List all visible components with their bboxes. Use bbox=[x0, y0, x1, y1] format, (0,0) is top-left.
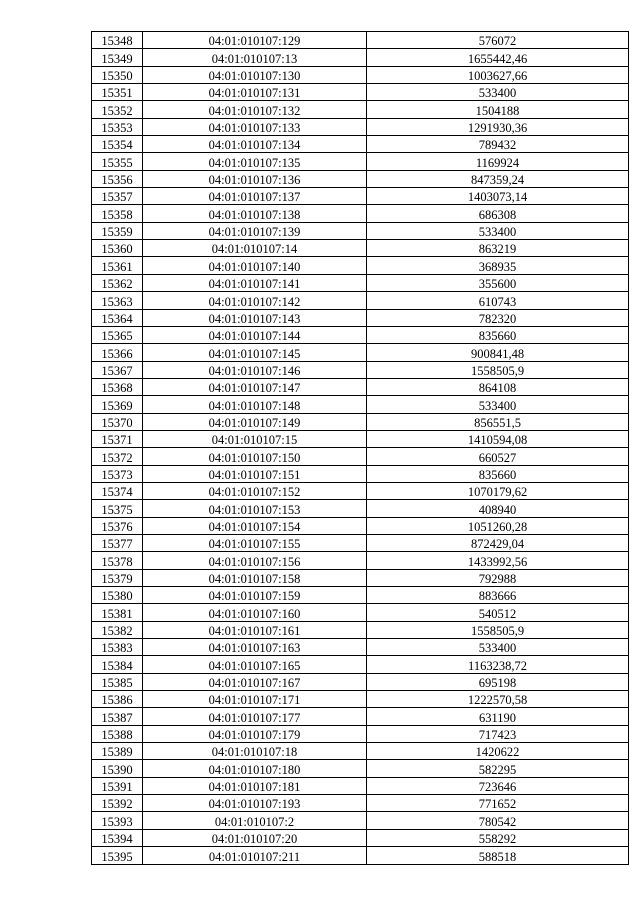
cadastral-number-cell: 04:01:010107:132 bbox=[143, 101, 367, 118]
cadastral-number-cell: 04:01:010107:193 bbox=[143, 795, 367, 812]
table-row bbox=[92, 465, 629, 482]
cadastral-value-cell: 856551,5 bbox=[367, 413, 629, 430]
row-number-cell: 15369 bbox=[92, 396, 143, 413]
row-number-cell: 15376 bbox=[92, 517, 143, 534]
row-number-cell: 15381 bbox=[92, 604, 143, 621]
row-number-cell: 15368 bbox=[92, 378, 143, 395]
cadastral-number-cell: 04:01:010107:181 bbox=[143, 777, 367, 794]
cadastral-number-cell: 04:01:010107:137 bbox=[143, 188, 367, 205]
cadastral-value-cell: 686308 bbox=[367, 205, 629, 222]
row-number-cell: 15388 bbox=[92, 725, 143, 742]
cadastral-value-cell: 1420622 bbox=[367, 743, 629, 760]
table-row bbox=[92, 361, 629, 378]
row-number-cell: 15389 bbox=[92, 743, 143, 760]
cadastral-value-cell: 588518 bbox=[367, 847, 629, 864]
row-number-cell: 15361 bbox=[92, 257, 143, 274]
cadastral-value-table bbox=[91, 31, 629, 865]
cadastral-number-cell: 04:01:010107:152 bbox=[143, 482, 367, 499]
table-row bbox=[92, 673, 629, 690]
cadastral-value-cell: 533400 bbox=[367, 222, 629, 239]
cadastral-value-cell: 1433992,56 bbox=[367, 552, 629, 569]
cadastral-value-cell: 576072 bbox=[367, 32, 629, 49]
cadastral-number-cell: 04:01:010107:153 bbox=[143, 500, 367, 517]
row-number-cell: 15358 bbox=[92, 205, 143, 222]
cadastral-number-cell: 04:01:010107:161 bbox=[143, 621, 367, 638]
cadastral-number-cell: 04:01:010107:133 bbox=[143, 118, 367, 135]
row-number-cell: 15392 bbox=[92, 795, 143, 812]
cadastral-number-cell: 04:01:010107:158 bbox=[143, 569, 367, 586]
table-row bbox=[92, 500, 629, 517]
cadastral-number-cell: 04:01:010107:146 bbox=[143, 361, 367, 378]
cadastral-value-cell: 582295 bbox=[367, 760, 629, 777]
cadastral-value-cell: 533400 bbox=[367, 84, 629, 101]
table-row bbox=[92, 66, 629, 83]
cadastral-number-cell: 04:01:010107:134 bbox=[143, 136, 367, 153]
cadastral-number-cell: 04:01:010107:141 bbox=[143, 274, 367, 291]
row-number-cell: 15377 bbox=[92, 534, 143, 551]
cadastral-value-cell: 782320 bbox=[367, 309, 629, 326]
row-number-cell: 15374 bbox=[92, 482, 143, 499]
cadastral-value-cell: 864108 bbox=[367, 378, 629, 395]
cadastral-value-cell: 835660 bbox=[367, 326, 629, 343]
table-row bbox=[92, 118, 629, 135]
row-number-cell: 15373 bbox=[92, 465, 143, 482]
table-row bbox=[92, 777, 629, 794]
cadastral-number-cell: 04:01:010107:159 bbox=[143, 587, 367, 604]
table-row bbox=[92, 430, 629, 447]
cadastral-value-cell: 900841,48 bbox=[367, 344, 629, 361]
row-number-cell: 15390 bbox=[92, 760, 143, 777]
table-row bbox=[92, 32, 629, 49]
cadastral-value-cell: 717423 bbox=[367, 725, 629, 742]
cadastral-value-cell: 610743 bbox=[367, 292, 629, 309]
cadastral-number-cell: 04:01:010107:20 bbox=[143, 829, 367, 846]
cadastral-number-cell: 04:01:010107:160 bbox=[143, 604, 367, 621]
cadastral-number-cell: 04:01:010107:167 bbox=[143, 673, 367, 690]
table-row bbox=[92, 413, 629, 430]
cadastral-value-cell: 695198 bbox=[367, 673, 629, 690]
cadastral-value-cell: 835660 bbox=[367, 465, 629, 482]
row-number-cell: 15378 bbox=[92, 552, 143, 569]
cadastral-number-cell: 04:01:010107:13 bbox=[143, 49, 367, 66]
cadastral-number-cell: 04:01:010107:136 bbox=[143, 170, 367, 187]
row-number-cell: 15352 bbox=[92, 101, 143, 118]
cadastral-number-cell: 04:01:010107:2 bbox=[143, 812, 367, 829]
cadastral-value-cell: 872429,04 bbox=[367, 534, 629, 551]
row-number-cell: 15385 bbox=[92, 673, 143, 690]
cadastral-number-cell: 04:01:010107:139 bbox=[143, 222, 367, 239]
row-number-cell: 15371 bbox=[92, 430, 143, 447]
cadastral-number-cell: 04:01:010107:149 bbox=[143, 413, 367, 430]
cadastral-number-cell: 04:01:010107:147 bbox=[143, 378, 367, 395]
cadastral-number-cell: 04:01:010107:130 bbox=[143, 66, 367, 83]
cadastral-value-cell: 1163238,72 bbox=[367, 656, 629, 673]
table-row bbox=[92, 257, 629, 274]
table-row bbox=[92, 552, 629, 569]
row-number-cell: 15365 bbox=[92, 326, 143, 343]
cadastral-value-cell: 1655442,46 bbox=[367, 49, 629, 66]
table-row bbox=[92, 847, 629, 864]
table-row bbox=[92, 621, 629, 638]
cadastral-value-cell: 1291930,36 bbox=[367, 118, 629, 135]
cadastral-number-cell: 04:01:010107:15 bbox=[143, 430, 367, 447]
table-row bbox=[92, 49, 629, 66]
cadastral-value-cell: 723646 bbox=[367, 777, 629, 794]
table-row bbox=[92, 725, 629, 742]
cadastral-value-cell: 780542 bbox=[367, 812, 629, 829]
table-row bbox=[92, 344, 629, 361]
table-row bbox=[92, 274, 629, 291]
cadastral-value-cell: 771652 bbox=[367, 795, 629, 812]
row-number-cell: 15384 bbox=[92, 656, 143, 673]
row-number-cell: 15386 bbox=[92, 691, 143, 708]
cadastral-value-cell: 789432 bbox=[367, 136, 629, 153]
cadastral-value-cell: 1003627,66 bbox=[367, 66, 629, 83]
cadastral-number-cell: 04:01:010107:14 bbox=[143, 240, 367, 257]
row-number-cell: 15349 bbox=[92, 49, 143, 66]
cadastral-value-cell: 847359,24 bbox=[367, 170, 629, 187]
table-row bbox=[92, 639, 629, 656]
cadastral-number-cell: 04:01:010107:154 bbox=[143, 517, 367, 534]
row-number-cell: 15375 bbox=[92, 500, 143, 517]
table-row bbox=[92, 534, 629, 551]
row-number-cell: 15363 bbox=[92, 292, 143, 309]
row-number-cell: 15366 bbox=[92, 344, 143, 361]
row-number-cell: 15362 bbox=[92, 274, 143, 291]
row-number-cell: 15351 bbox=[92, 84, 143, 101]
cadastral-value-cell: 540512 bbox=[367, 604, 629, 621]
cadastral-number-cell: 04:01:010107:142 bbox=[143, 292, 367, 309]
cadastral-number-cell: 04:01:010107:177 bbox=[143, 708, 367, 725]
table-row bbox=[92, 292, 629, 309]
row-number-cell: 15382 bbox=[92, 621, 143, 638]
cadastral-number-cell: 04:01:010107:211 bbox=[143, 847, 367, 864]
table-row bbox=[92, 517, 629, 534]
cadastral-number-cell: 04:01:010107:156 bbox=[143, 552, 367, 569]
table-row bbox=[92, 101, 629, 118]
cadastral-number-cell: 04:01:010107:145 bbox=[143, 344, 367, 361]
cadastral-value-cell: 631190 bbox=[367, 708, 629, 725]
row-number-cell: 15383 bbox=[92, 639, 143, 656]
cadastral-value-cell: 1222570,58 bbox=[367, 691, 629, 708]
cadastral-number-cell: 04:01:010107:131 bbox=[143, 84, 367, 101]
table-row bbox=[92, 760, 629, 777]
table-row bbox=[92, 222, 629, 239]
cadastral-number-cell: 04:01:010107:140 bbox=[143, 257, 367, 274]
row-number-cell: 15391 bbox=[92, 777, 143, 794]
cadastral-value-cell: 792988 bbox=[367, 569, 629, 586]
cadastral-value-cell: 863219 bbox=[367, 240, 629, 257]
cadastral-number-cell: 04:01:010107:143 bbox=[143, 309, 367, 326]
row-number-cell: 15355 bbox=[92, 153, 143, 170]
cadastral-number-cell: 04:01:010107:151 bbox=[143, 465, 367, 482]
cadastral-value-cell: 1070179,62 bbox=[367, 482, 629, 499]
cadastral-value-cell: 1410594,08 bbox=[367, 430, 629, 447]
table-row bbox=[92, 743, 629, 760]
row-number-cell: 15364 bbox=[92, 309, 143, 326]
row-number-cell: 15370 bbox=[92, 413, 143, 430]
table-row bbox=[92, 396, 629, 413]
cadastral-value-cell: 1558505,9 bbox=[367, 621, 629, 638]
table-row bbox=[92, 448, 629, 465]
row-number-cell: 15348 bbox=[92, 32, 143, 49]
table-row bbox=[92, 309, 629, 326]
cadastral-number-cell: 04:01:010107:144 bbox=[143, 326, 367, 343]
table-row bbox=[92, 378, 629, 395]
row-number-cell: 15360 bbox=[92, 240, 143, 257]
cadastral-number-cell: 04:01:010107:165 bbox=[143, 656, 367, 673]
table-row bbox=[92, 691, 629, 708]
table-row bbox=[92, 604, 629, 621]
table-row bbox=[92, 812, 629, 829]
table-row bbox=[92, 829, 629, 846]
cadastral-value-cell: 533400 bbox=[367, 639, 629, 656]
cadastral-value-cell: 1558505,9 bbox=[367, 361, 629, 378]
cadastral-number-cell: 04:01:010107:171 bbox=[143, 691, 367, 708]
cadastral-number-cell: 04:01:010107:179 bbox=[143, 725, 367, 742]
cadastral-value-cell: 408940 bbox=[367, 500, 629, 517]
row-number-cell: 15367 bbox=[92, 361, 143, 378]
cadastral-value-cell: 1504188 bbox=[367, 101, 629, 118]
table-row bbox=[92, 205, 629, 222]
cadastral-number-cell: 04:01:010107:135 bbox=[143, 153, 367, 170]
table-row bbox=[92, 240, 629, 257]
cadastral-number-cell: 04:01:010107:129 bbox=[143, 32, 367, 49]
table-row bbox=[92, 656, 629, 673]
cadastral-number-cell: 04:01:010107:155 bbox=[143, 534, 367, 551]
table-row bbox=[92, 569, 629, 586]
row-number-cell: 15380 bbox=[92, 587, 143, 604]
cadastral-number-cell: 04:01:010107:150 bbox=[143, 448, 367, 465]
row-number-cell: 15357 bbox=[92, 188, 143, 205]
cadastral-number-cell: 04:01:010107:138 bbox=[143, 205, 367, 222]
table-row bbox=[92, 170, 629, 187]
cadastral-value-cell: 1403073,14 bbox=[367, 188, 629, 205]
row-number-cell: 15394 bbox=[92, 829, 143, 846]
table-row bbox=[92, 482, 629, 499]
row-number-cell: 15354 bbox=[92, 136, 143, 153]
row-number-cell: 15353 bbox=[92, 118, 143, 135]
row-number-cell: 15356 bbox=[92, 170, 143, 187]
row-number-cell: 15372 bbox=[92, 448, 143, 465]
table-row bbox=[92, 84, 629, 101]
cadastral-value-cell: 368935 bbox=[367, 257, 629, 274]
cadastral-value-cell: 883666 bbox=[367, 587, 629, 604]
row-number-cell: 15379 bbox=[92, 569, 143, 586]
table-row bbox=[92, 587, 629, 604]
cadastral-number-cell: 04:01:010107:148 bbox=[143, 396, 367, 413]
table-row bbox=[92, 188, 629, 205]
table-row bbox=[92, 795, 629, 812]
table-row bbox=[92, 153, 629, 170]
row-number-cell: 15393 bbox=[92, 812, 143, 829]
table-row bbox=[92, 708, 629, 725]
row-number-cell: 15395 bbox=[92, 847, 143, 864]
cadastral-value-cell: 355600 bbox=[367, 274, 629, 291]
table-body bbox=[92, 32, 629, 865]
table-row bbox=[92, 326, 629, 343]
cadastral-value-cell: 558292 bbox=[367, 829, 629, 846]
cadastral-number-cell: 04:01:010107:163 bbox=[143, 639, 367, 656]
cadastral-value-cell: 1051260,28 bbox=[367, 517, 629, 534]
cadastral-value-cell: 660527 bbox=[367, 448, 629, 465]
row-number-cell: 15350 bbox=[92, 66, 143, 83]
cadastral-value-cell: 533400 bbox=[367, 396, 629, 413]
cadastral-number-cell: 04:01:010107:18 bbox=[143, 743, 367, 760]
cadastral-number-cell: 04:01:010107:180 bbox=[143, 760, 367, 777]
cadastral-value-cell: 1169924 bbox=[367, 153, 629, 170]
table-row bbox=[92, 136, 629, 153]
row-number-cell: 15359 bbox=[92, 222, 143, 239]
row-number-cell: 15387 bbox=[92, 708, 143, 725]
